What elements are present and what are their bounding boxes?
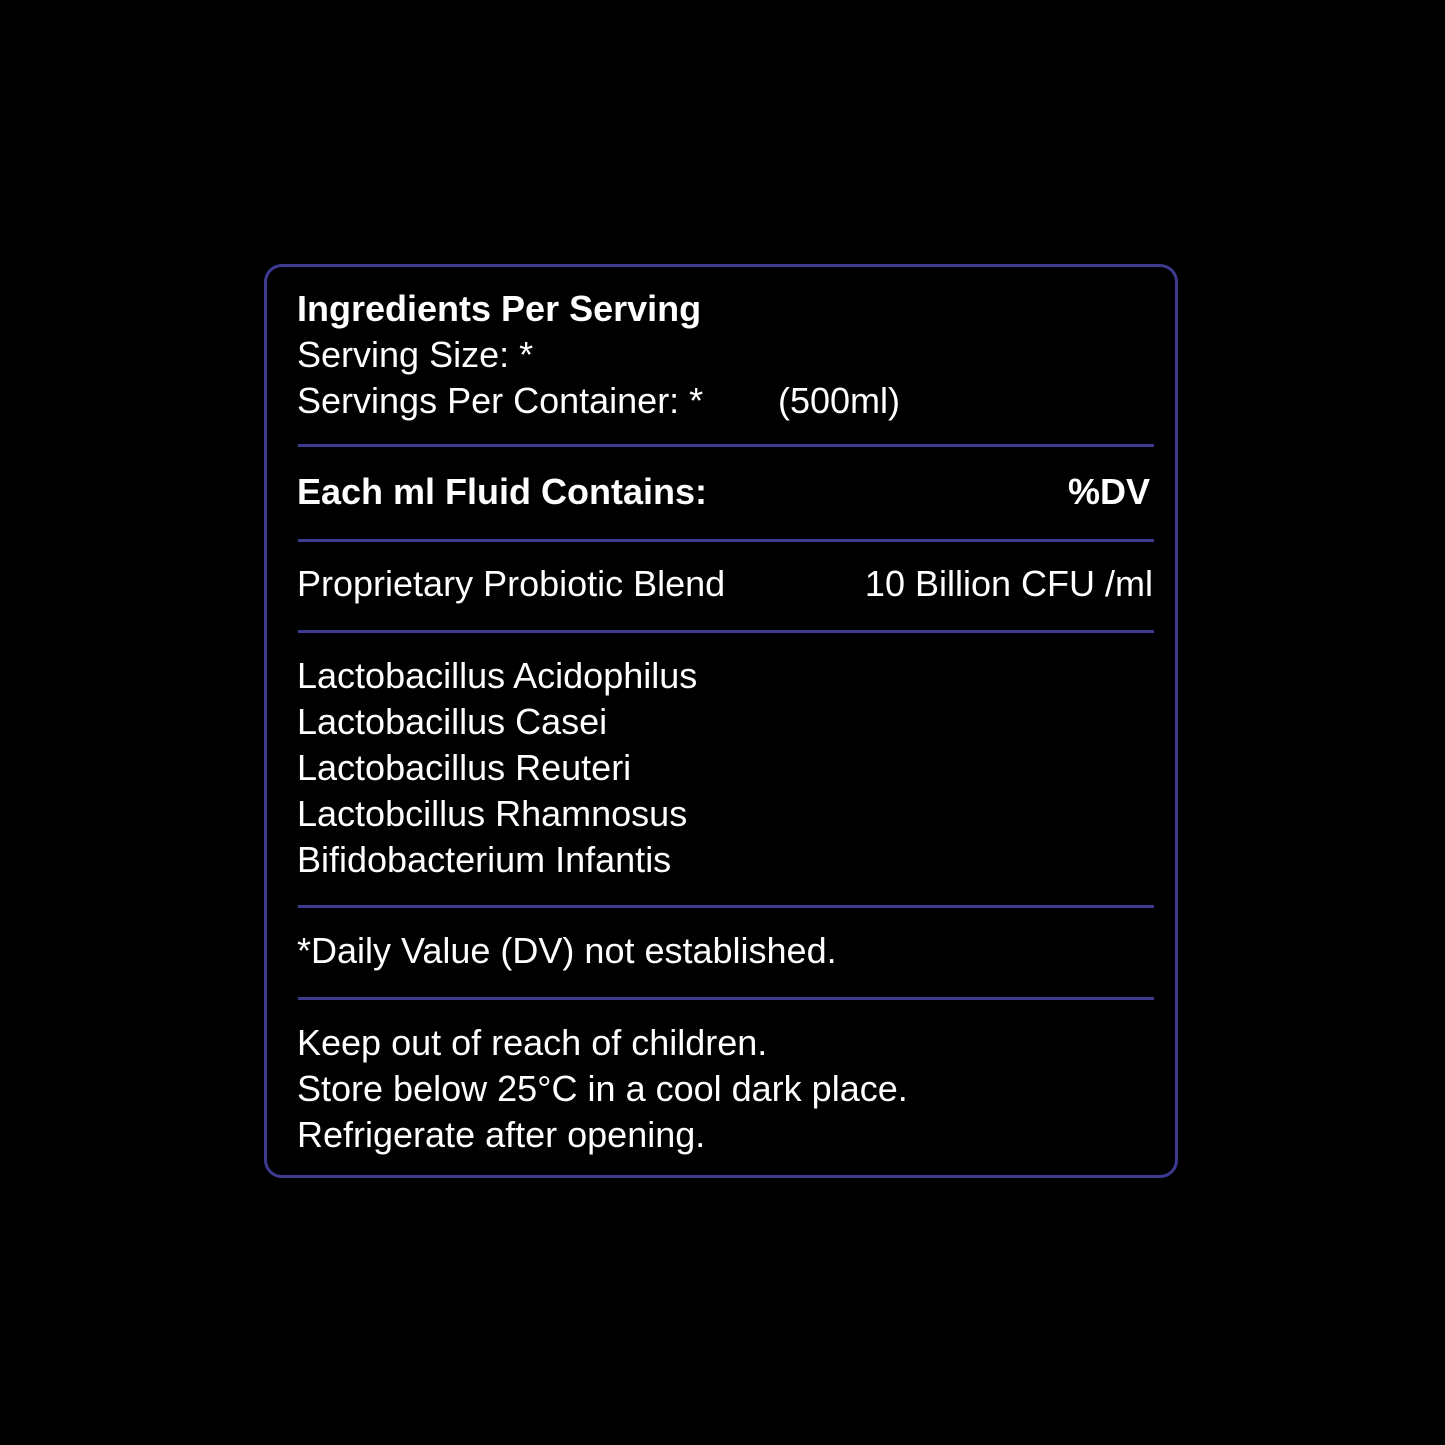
blend-name: Proprietary Probiotic Blend (297, 563, 726, 604)
dv-header-label: %DV (1067, 471, 1150, 512)
list-item: Refrigerate after opening. (297, 1114, 706, 1155)
label-title: Ingredients Per Serving (297, 288, 702, 329)
list-item: Keep out of reach of children. (297, 1022, 768, 1063)
blend-amount: 10 Billion CFU /ml (864, 563, 1153, 604)
list-item: Lactobcillus Rhamnosus (297, 793, 688, 834)
divider (298, 997, 1154, 1000)
strain-list (297, 653, 697, 883)
list-item: Lactobacillus Reuteri (297, 747, 632, 788)
divider (298, 905, 1154, 908)
list-item: Bifidobacterium Infantis (297, 839, 672, 880)
serving-size: Serving Size: * (297, 334, 534, 375)
warning-list (297, 1020, 908, 1158)
divider (298, 444, 1154, 447)
supplement-facts-label (264, 264, 1178, 1178)
list-item: Lactobacillus Acidophilus (297, 655, 698, 696)
divider (298, 539, 1154, 542)
list-item: Lactobacillus Casei (297, 701, 608, 742)
divider (298, 630, 1154, 633)
contents-header-label: Each ml Fluid Contains: (297, 471, 708, 512)
dv-footnote: *Daily Value (DV) not established. (297, 930, 837, 971)
container-volume: (500ml) (778, 380, 901, 421)
servings-per-container: Servings Per Container: * (297, 380, 704, 421)
list-item: Store below 25°C in a cool dark place. (297, 1068, 908, 1109)
